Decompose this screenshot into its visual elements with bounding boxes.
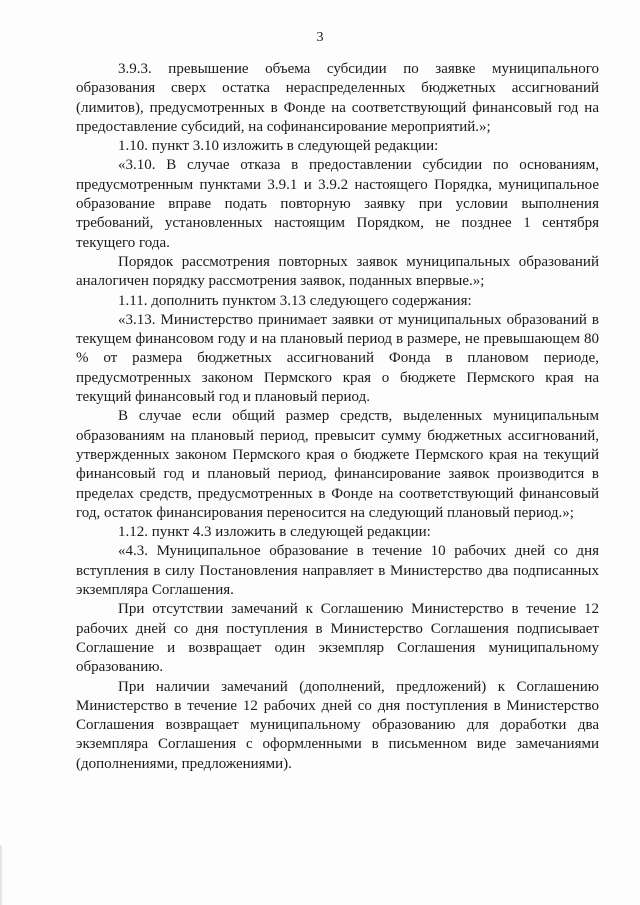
paragraph-3-9-3: 3.9.3. превышение объема субсидии по заявке муниципального образования сверх остатка нераспределенных бюджетных ассигнований (лимитов), предусмотренных в Фонде на соответствующий финансовый год на предоставление субсидий, на софинансирование мероприятий.»;: [76, 61, 599, 135]
paragraph-1-12: 1.12. пункт 4.3 изложить в следующей редакции:: [118, 524, 431, 541]
paragraph-3-10: «3.10. В случае отказа в предоставлении субсидии по основаниям, предусмотренным пунктами 3.9.1 и 3.9.2 настоящего Порядка, муниципальное образование вправе подать повторную заявку при условии выполнения требований, установленных настоящим Порядком, не позднее 1 сентября текущего года.: [76, 157, 599, 251]
paragraph-1-11: 1.11. дополнить пунктом 3.13 следующего содержания:: [118, 292, 472, 309]
paragraph-4-3: «4.3. Муниципальное образование в течение 10 рабочих дней со дня вступления в силу Постановления направляет в Министерство два подписанных экземпляра Соглашения.: [76, 543, 599, 599]
paragraph-repeat-applications: Порядок рассмотрения повторных заявок муниципальных образований аналогичен порядку рассмотрения заявок, поданных впервые.»;: [76, 253, 599, 290]
paragraph-with-remarks: При наличии замечаний (дополнений, предложений) к Соглашению Министерство в течение 12 рабочих дней со дня поступления в Министерство Соглашения возвращает муниципальному образованию для доработки два экземпляра Соглашения с оформленными в письменном виде замечаниями (дополнениями, предложениями).: [76, 678, 599, 772]
paragraph-3-13: «3.13. Министерство принимает заявки от муниципальных образований в текущем финансовом году и на плановый период в размере, не превышающем 80 % от размера бюджетных ассигнований Фонда в плановом периоде, предусмотренных законом Пермского края о бюджете Пермского края на текущий финансовый год и плановый период.: [76, 311, 599, 406]
paragraph-1-10: 1.10. пункт 3.10 изложить в следующей редакции:: [118, 138, 439, 155]
paragraph-excess-funds: В случае если общий размер средств, выделенных муниципальным образованиям на плановый период, превысит сумму бюджетных ассигнований, утвержденных законом Пермского края о бюджете Пермского края на текущий финансовый год и плановый период, финансирование заявок производится в пределах средств, предусмотренных в Фонде на соответствующий финансовый год, остаток финансирования переносится на следующий плановый период.»;: [76, 408, 599, 521]
paragraph-no-remarks: При отсутствии замечаний к Соглашению Министерство в течение 12 рабочих дней со дня поступления в Министерство Соглашения подписывает Соглашение и возвращает один экземпляр Соглашения муниципальному образованию.: [76, 601, 599, 676]
scan-edge-mark: [0, 845, 2, 905]
page-number: 3: [316, 30, 324, 45]
document-body: [76, 60, 599, 774]
